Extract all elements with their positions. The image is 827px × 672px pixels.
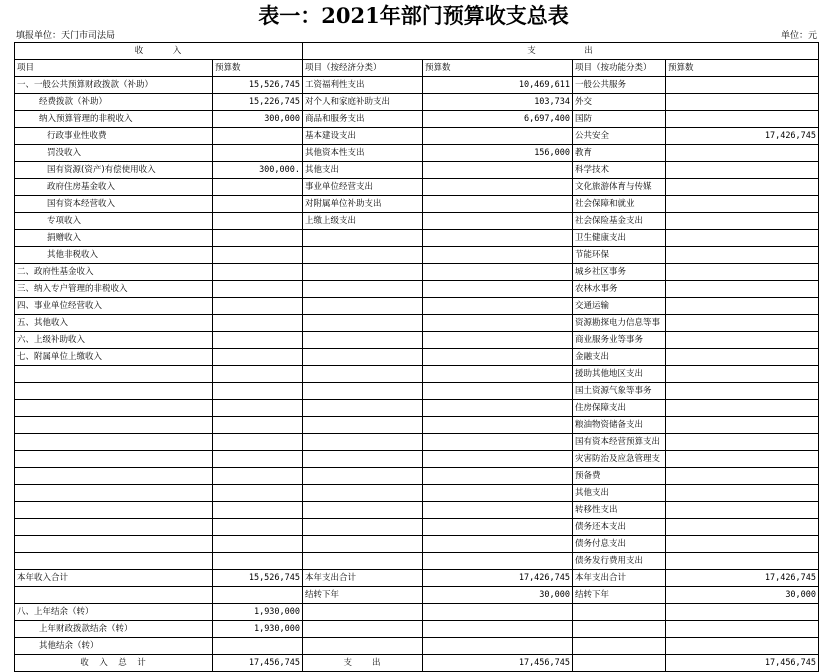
func-amount: [666, 162, 819, 179]
grand-total-expense: 17,456,745: [423, 655, 573, 672]
func-item: 债务付息支出: [573, 536, 666, 553]
column-header: 项目（按经济分类）: [303, 60, 423, 77]
func-item: 预备费: [573, 468, 666, 485]
econ-item: [303, 468, 423, 485]
func-item: 债务发行费用支出: [573, 553, 666, 570]
func-item: 金融支出: [573, 349, 666, 366]
func-item: 交通运输: [573, 298, 666, 315]
func-item: 灾害防治及应急管理支: [573, 451, 666, 468]
income-item: [15, 451, 213, 468]
income-item: [15, 383, 213, 400]
income-item: [15, 400, 213, 417]
income-amount: [213, 519, 303, 536]
econ-item: [303, 638, 423, 655]
income-amount: 15,226,745: [213, 94, 303, 111]
econ-item: [303, 383, 423, 400]
income-amount: [213, 587, 303, 604]
income-amount: [213, 366, 303, 383]
income-amount: 300,000: [213, 111, 303, 128]
econ-item: 本年支出合计: [303, 570, 423, 587]
econ-item: [303, 417, 423, 434]
econ-item: [303, 553, 423, 570]
func-amount: [666, 604, 819, 621]
econ-amount: [423, 298, 573, 315]
group-header-row: [15, 43, 819, 60]
func-amount: [666, 400, 819, 417]
reporting-unit: 填报单位：天门市司法局: [16, 31, 116, 41]
func-item: 科学技术: [573, 162, 666, 179]
econ-item: 结转下年: [303, 587, 423, 604]
table-row: [15, 264, 819, 281]
econ-item: 工资福利性支出: [303, 77, 423, 94]
grand-total-income: 17,456,745: [213, 655, 303, 672]
func-item: [573, 604, 666, 621]
econ-amount: [423, 519, 573, 536]
func-amount: [666, 417, 819, 434]
func-amount: 17,426,745: [666, 570, 819, 587]
income-amount: [213, 196, 303, 213]
income-amount: [213, 332, 303, 349]
func-item: 卫生健康支出: [573, 230, 666, 247]
econ-amount: [423, 621, 573, 638]
table-row: [15, 145, 819, 162]
econ-item: [303, 536, 423, 553]
income-amount: [213, 638, 303, 655]
econ-item: [303, 349, 423, 366]
income-amount: [213, 485, 303, 502]
income-amount: [213, 128, 303, 145]
income-amount: [213, 315, 303, 332]
income-amount: [213, 298, 303, 315]
table-row: [15, 162, 819, 179]
econ-amount: [423, 281, 573, 298]
func-item: 本年支出合计: [573, 570, 666, 587]
column-header: 预算数: [423, 60, 573, 77]
income-amount: [213, 451, 303, 468]
page-title: 表一：2021年部门预算收支总表: [258, 3, 569, 28]
income-item: [15, 434, 213, 451]
econ-amount: [423, 162, 573, 179]
func-item: [573, 638, 666, 655]
income-amount: [213, 213, 303, 230]
econ-item: [303, 230, 423, 247]
expense-total-label: 支 出: [303, 655, 423, 672]
table-row: [15, 111, 819, 128]
income-item: 七、附属单位上缴收入: [15, 349, 213, 366]
func-amount: [666, 383, 819, 400]
econ-item: 其他资本性支出: [303, 145, 423, 162]
grand-total-row: [15, 655, 819, 672]
func-item: 一般公共服务: [573, 77, 666, 94]
func-amount: [666, 281, 819, 298]
table-row: [15, 434, 819, 451]
econ-item: [303, 366, 423, 383]
econ-amount: [423, 485, 573, 502]
table-row: [15, 383, 819, 400]
func-amount: [666, 349, 819, 366]
func-amount: 17,426,745: [666, 128, 819, 145]
table-row: [15, 247, 819, 264]
table-row: [15, 94, 819, 111]
table-row: [15, 77, 819, 94]
econ-amount: [423, 417, 573, 434]
econ-amount: 103,734: [423, 94, 573, 111]
func-amount: [666, 468, 819, 485]
income-amount: [213, 553, 303, 570]
econ-amount: [423, 179, 573, 196]
func-item: 农林水事务: [573, 281, 666, 298]
income-item: 国有资源(资产)有偿使用收入: [15, 162, 213, 179]
func-amount: [666, 111, 819, 128]
table-row: [15, 230, 819, 247]
table-row: [15, 332, 819, 349]
econ-amount: [423, 383, 573, 400]
income-item: 五、其他收入: [15, 315, 213, 332]
income-group-header: 收 入: [15, 43, 303, 60]
income-item: 经费拨款（补助）: [15, 94, 213, 111]
income-item: 本年收入合计: [15, 570, 213, 587]
income-item: [15, 417, 213, 434]
table-row: [15, 179, 819, 196]
income-item: 一、一般公共预算财政拨款（补助）: [15, 77, 213, 94]
econ-item: [303, 621, 423, 638]
econ-amount: 17,426,745: [423, 570, 573, 587]
income-amount: 1,930,000: [213, 604, 303, 621]
grand-total-func: 17,456,745: [666, 655, 819, 672]
func-amount: [666, 366, 819, 383]
econ-amount: [423, 264, 573, 281]
func-amount: [666, 315, 819, 332]
func-amount: [666, 77, 819, 94]
table-row: [15, 621, 819, 638]
func-item: 外交: [573, 94, 666, 111]
econ-item: [303, 298, 423, 315]
income-item: [15, 587, 213, 604]
income-item: 六、上级补助收入: [15, 332, 213, 349]
func-item: 援助其他地区支出: [573, 366, 666, 383]
func-item: 教育: [573, 145, 666, 162]
econ-item: [303, 247, 423, 264]
table-row: [15, 451, 819, 468]
income-item: 八、上年结余（转）: [15, 604, 213, 621]
func-item: 公共安全: [573, 128, 666, 145]
func-amount: [666, 247, 819, 264]
func-amount: [666, 230, 819, 247]
column-header: 项目: [15, 60, 213, 77]
table-row: [15, 553, 819, 570]
econ-amount: [423, 468, 573, 485]
econ-amount: 30,000: [423, 587, 573, 604]
econ-item: [303, 519, 423, 536]
func-amount: [666, 179, 819, 196]
grand-total-empty: [573, 655, 666, 672]
func-item: 商业服务业等事务: [573, 332, 666, 349]
econ-amount: [423, 553, 573, 570]
econ-amount: [423, 451, 573, 468]
income-amount: [213, 468, 303, 485]
income-amount: [213, 264, 303, 281]
func-item: 国土资源气象等事务: [573, 383, 666, 400]
income-amount: [213, 349, 303, 366]
table-row: [15, 349, 819, 366]
func-amount: [666, 213, 819, 230]
econ-amount: 6,697,400: [423, 111, 573, 128]
econ-amount: [423, 332, 573, 349]
income-item: 罚没收入: [15, 145, 213, 162]
econ-amount: [423, 128, 573, 145]
econ-amount: [423, 536, 573, 553]
income-amount: [213, 179, 303, 196]
econ-amount: [423, 604, 573, 621]
func-amount: [666, 638, 819, 655]
income-item: [15, 519, 213, 536]
income-amount: [213, 247, 303, 264]
func-amount: [666, 451, 819, 468]
econ-item: [303, 332, 423, 349]
income-item: 上年财政拨款结余（转）: [15, 621, 213, 638]
income-item: [15, 502, 213, 519]
econ-item: [303, 451, 423, 468]
econ-item: [303, 434, 423, 451]
table-row: [15, 315, 819, 332]
econ-item: [303, 281, 423, 298]
econ-item: 其他支出: [303, 162, 423, 179]
econ-amount: [423, 315, 573, 332]
income-item: [15, 536, 213, 553]
income-item: 专项收入: [15, 213, 213, 230]
income-amount: [213, 434, 303, 451]
income-amount: [213, 145, 303, 162]
income-item: 其他非税收入: [15, 247, 213, 264]
econ-item: 基本建设支出: [303, 128, 423, 145]
func-amount: [666, 298, 819, 315]
income-item: 四、事业单位经营收入: [15, 298, 213, 315]
econ-item: [303, 400, 423, 417]
func-item: 转移性支出: [573, 502, 666, 519]
func-item: 债务还本支出: [573, 519, 666, 536]
table-row: [15, 468, 819, 485]
func-amount: [666, 264, 819, 281]
table-row: [15, 536, 819, 553]
func-amount: 30,000: [666, 587, 819, 604]
column-header: 预算数: [213, 60, 303, 77]
income-amount: [213, 417, 303, 434]
table-row: [15, 400, 819, 417]
econ-item: [303, 264, 423, 281]
income-amount: [213, 502, 303, 519]
income-item: 纳入预算管理的非税收入: [15, 111, 213, 128]
table-row: [15, 638, 819, 655]
table-row: [15, 196, 819, 213]
func-item: 城乡社区事务: [573, 264, 666, 281]
func-item: 社会保障和就业: [573, 196, 666, 213]
func-item: 资源勘探电力信息等事: [573, 315, 666, 332]
income-amount: 15,526,745: [213, 570, 303, 587]
econ-item: [303, 315, 423, 332]
func-item: 粮油物资储备支出: [573, 417, 666, 434]
func-amount: [666, 332, 819, 349]
func-amount: [666, 145, 819, 162]
econ-item: [303, 604, 423, 621]
func-amount: [666, 553, 819, 570]
econ-amount: [423, 434, 573, 451]
table-row: [15, 519, 819, 536]
income-item: 政府住房基金收入: [15, 179, 213, 196]
table-row: [15, 417, 819, 434]
income-item: 国有资本经营收入: [15, 196, 213, 213]
func-amount: [666, 502, 819, 519]
income-item: [15, 553, 213, 570]
func-item: 社会保险基金支出: [573, 213, 666, 230]
table-row: [15, 281, 819, 298]
column-header: 预算数: [666, 60, 819, 77]
income-item: 行政事业性收费: [15, 128, 213, 145]
func-amount: [666, 196, 819, 213]
econ-amount: 156,000: [423, 145, 573, 162]
income-item: 捐赠收入: [15, 230, 213, 247]
econ-item: 对附属单位补助支出: [303, 196, 423, 213]
econ-item: 商品和服务支出: [303, 111, 423, 128]
income-amount: [213, 536, 303, 553]
func-item: 住房保障支出: [573, 400, 666, 417]
econ-amount: 10,469,611: [423, 77, 573, 94]
func-item: 文化旅游体育与传媒: [573, 179, 666, 196]
grand-total-label: 收 入 总 计: [15, 655, 213, 672]
econ-item: [303, 502, 423, 519]
func-amount: [666, 485, 819, 502]
func-amount: [666, 434, 819, 451]
table-row: [15, 128, 819, 145]
expense-group-header: 支 出: [303, 43, 819, 60]
econ-item: [303, 485, 423, 502]
budget-table: [14, 42, 819, 672]
column-header-row: [15, 60, 819, 77]
income-item: [15, 366, 213, 383]
table-row: [15, 213, 819, 230]
func-item: 国有资本经营预算支出: [573, 434, 666, 451]
func-amount: [666, 536, 819, 553]
func-item: [573, 621, 666, 638]
income-item: 三、纳入专户管理的非税收入: [15, 281, 213, 298]
table-row: [15, 570, 819, 587]
table-row: [15, 366, 819, 383]
income-item: 其他结余（转）: [15, 638, 213, 655]
econ-amount: [423, 349, 573, 366]
func-amount: [666, 621, 819, 638]
func-amount: [666, 519, 819, 536]
table-row: [15, 604, 819, 621]
econ-amount: [423, 400, 573, 417]
table-row: [15, 587, 819, 604]
table-row: [15, 485, 819, 502]
func-item: 节能环保: [573, 247, 666, 264]
income-amount: [213, 383, 303, 400]
econ-item: 上缴上级支出: [303, 213, 423, 230]
income-item: [15, 485, 213, 502]
func-item: 结转下年: [573, 587, 666, 604]
econ-item: 对个人和家庭补助支出: [303, 94, 423, 111]
income-amount: 300,000.: [213, 162, 303, 179]
econ-amount: [423, 638, 573, 655]
income-amount: 15,526,745: [213, 77, 303, 94]
func-item: 其他支出: [573, 485, 666, 502]
income-item: [15, 468, 213, 485]
func-item: 国防: [573, 111, 666, 128]
econ-amount: [423, 247, 573, 264]
table-row: [15, 502, 819, 519]
econ-amount: [423, 366, 573, 383]
econ-amount: [423, 502, 573, 519]
econ-item: 事业单位经营支出: [303, 179, 423, 196]
econ-amount: [423, 213, 573, 230]
table-row: [15, 298, 819, 315]
func-amount: [666, 94, 819, 111]
column-header: 项目（按功能分类）: [573, 60, 666, 77]
income-amount: [213, 281, 303, 298]
income-amount: [213, 230, 303, 247]
econ-amount: [423, 196, 573, 213]
income-item: 二、政府性基金收入: [15, 264, 213, 281]
income-amount: 1,930,000: [213, 621, 303, 638]
currency-unit: 单位：元: [780, 31, 817, 41]
income-amount: [213, 400, 303, 417]
econ-amount: [423, 230, 573, 247]
